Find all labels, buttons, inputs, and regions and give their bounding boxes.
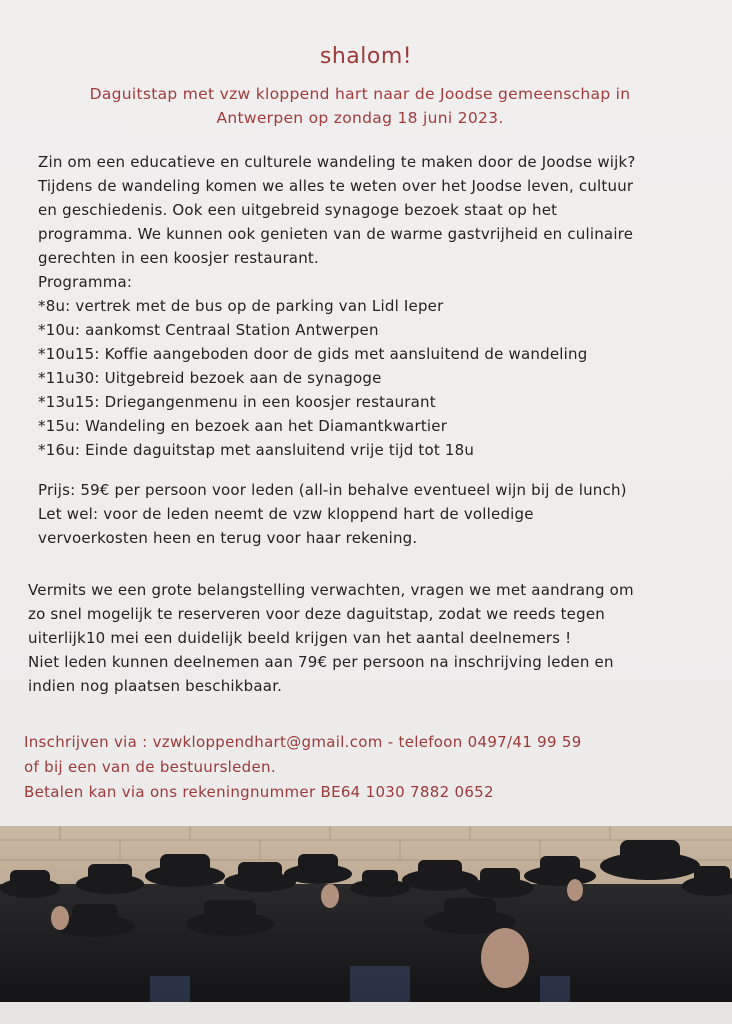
intro-section [38,150,708,462]
contact-line: of bij een van de bestuursleden. [24,758,276,776]
flyer-subtitle [40,82,680,130]
subtitle-line: Antwerpen op zondag 18 juni 2023. [216,109,504,127]
crowd-photo [0,826,732,1002]
program-item: *16u: Einde daguitstap met aansluitend vrije tijd tot 18u [38,441,475,459]
subtitle-line: Daguitstap met vzw kloppend hart naar de Joodse gemeenschap in [89,85,631,103]
intro-line: en geschiedenis. Ook een uitgebreid synagoge bezoek staat op het [38,201,558,219]
price-section [38,478,708,550]
contact-section [24,730,714,805]
program-item: *10u15: Koffie aangeboden door de gids met aansluitend de wandeling [38,345,588,363]
price-line: Prijs: 59€ per persoon voor leden (all-in behalve eventueel wijn bij de lunch) [38,481,627,499]
intro-line: gerechten in een koosjer restaurant. [38,249,319,267]
reservation-line: Niet leden kunnen deelnemen aan 79€ per persoon na inschrijving leden en [28,653,614,671]
flyer-title: shalom! [319,44,413,69]
program-item: *11u30: Uitgebreid bezoek aan de synagoge [38,369,382,387]
reservation-section [28,578,718,698]
program-item: *15u: Wandeling en bezoek aan het Diamantkwartier [38,417,448,435]
intro-line: Tijdens de wandeling komen we alles te weten over het Joodse leven, cultuur [38,177,634,195]
page-bottom-margin [0,1002,732,1024]
price-line: Let wel: voor de leden neemt de vzw kloppend hart de volledige [38,505,534,523]
program-item: *13u15: Driegangenmenu in een koosjer restaurant [38,393,436,411]
intro-line: Zin om een educatieve en culturele wandeling te maken door de Joodse wijk? [38,153,636,171]
contact-line: Betalen kan via ons rekeningnummer BE64 1030 7882 0652 [24,783,494,801]
price-line: vervoerkosten heen en terug voor haar rekening. [38,529,418,547]
program-item: *10u: aankomst Centraal Station Antwerpen [38,321,379,339]
program-label: Programma: [38,273,133,291]
program-item: *8u: vertrek met de bus op de parking van Lidl Ieper [38,297,444,315]
reservation-line: indien nog plaatsen beschikbaar. [28,677,283,695]
reservation-line: zo snel mogelijk te reserveren voor deze daguitstap, zodat we reeds tegen [28,605,605,623]
reservation-line: uiterlijk10 mei een duidelijk beeld krijgen van het aantal deelnemers ! [28,629,572,647]
intro-line: programma. We kunnen ook genieten van de warme gastvrijheid en culinaire [38,225,634,243]
contact-line: Inschrijven via : vzwkloppendhart@gmail.com - telefoon 0497/41 99 59 [24,733,582,751]
reservation-line: Vermits we een grote belangstelling verwachten, vragen we met aandrang om [28,581,634,599]
